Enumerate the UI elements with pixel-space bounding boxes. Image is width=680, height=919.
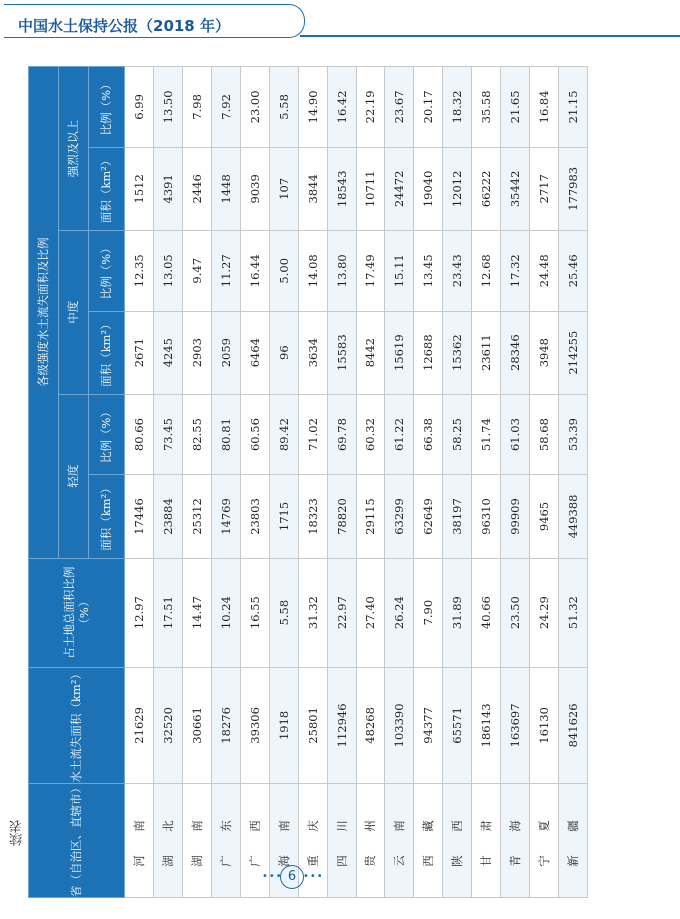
cell-erosion-area: 48268: [356, 667, 385, 783]
cell-light-ratio: 71.02: [298, 394, 327, 475]
cell-erosion-area: 32520: [153, 667, 182, 783]
cell-province: 四 川: [327, 784, 356, 898]
cell-light-area: 449388: [559, 475, 588, 558]
cell-province: 西 藏: [414, 784, 443, 898]
page-footer: [0, 862, 680, 892]
cell-moderate-area: 15583: [327, 311, 356, 394]
cell-land-ratio: 51.32: [559, 558, 588, 667]
cell-erosion-area: 18276: [211, 667, 240, 783]
cell-severe-area: 18543: [327, 147, 356, 230]
report-title: 中国水土保持公报（2018 年）: [18, 17, 230, 35]
cell-province: 湖 南: [182, 784, 211, 898]
cell-moderate-area: 15362: [443, 311, 472, 394]
cell-severe-area: 9039: [240, 147, 269, 230]
cell-light-ratio: 73.45: [153, 394, 182, 475]
cell-province: 新 疆: [559, 784, 588, 898]
cell-light-area: 62649: [414, 475, 443, 558]
cell-moderate-ratio: 13.45: [414, 230, 443, 311]
table-row: [472, 67, 501, 898]
cell-moderate-area: 15619: [385, 311, 414, 394]
table-row: [501, 67, 530, 898]
cell-severe-area: 1448: [211, 147, 240, 230]
cell-severe-ratio: 23.67: [385, 67, 414, 148]
cell-province: 甘 肃: [472, 784, 501, 898]
cell-light-ratio: 80.66: [125, 394, 154, 475]
header-severe-ratio: 比例（%）: [89, 67, 125, 148]
continued-label: 续表: [10, 820, 25, 846]
cell-light-area: 1715: [269, 475, 298, 558]
table-row: [240, 67, 269, 898]
cell-severe-ratio: 5.58: [269, 67, 298, 148]
cell-moderate-ratio: 15.11: [385, 230, 414, 311]
cell-land-ratio: 40.66: [472, 558, 501, 667]
cell-severe-area: 4391: [153, 147, 182, 230]
cell-land-ratio: 31.89: [443, 558, 472, 667]
cell-moderate-ratio: 24.48: [530, 230, 559, 311]
cell-light-area: 17446: [125, 475, 154, 558]
cell-severe-area: 3844: [298, 147, 327, 230]
cell-moderate-area: 3634: [298, 311, 327, 394]
cell-moderate-ratio: 13.05: [153, 230, 182, 311]
cell-light-area: 99909: [501, 475, 530, 558]
cell-light-ratio: 66.38: [414, 394, 443, 475]
cell-light-area: 63299: [385, 475, 414, 558]
header-moderate-area: 面积（km²）: [89, 311, 125, 394]
cell-land-ratio: 23.50: [501, 558, 530, 667]
cell-severe-ratio: 6.99: [125, 67, 154, 148]
table-body: [125, 67, 588, 898]
header-moderate-ratio: 比例（%）: [89, 230, 125, 311]
cell-erosion-area: 16130: [530, 667, 559, 783]
cell-moderate-area: 6464: [240, 311, 269, 394]
cell-severe-ratio: 22.19: [356, 67, 385, 148]
cell-moderate-area: 2671: [125, 311, 154, 394]
cell-moderate-area: 3948: [530, 311, 559, 394]
cell-light-ratio: 51.74: [472, 394, 501, 475]
cell-light-ratio: 69.78: [327, 394, 356, 475]
table-row: [182, 67, 211, 898]
cell-land-ratio: 5.58: [269, 558, 298, 667]
header-land-ratio: 占土地总面积比例（%）: [29, 558, 125, 667]
cell-moderate-area: 96: [269, 311, 298, 394]
cell-erosion-area: 65571: [443, 667, 472, 783]
table-row: [327, 67, 356, 898]
cell-land-ratio: 27.40: [356, 558, 385, 667]
cell-severe-ratio: 16.84: [530, 67, 559, 148]
cell-province: 云 南: [385, 784, 414, 898]
cell-light-ratio: 89.42: [269, 394, 298, 475]
cell-severe-ratio: 13.50: [153, 67, 182, 148]
header-severe: 强烈及以上: [59, 67, 89, 231]
header-light: 轻度: [59, 394, 89, 558]
header-rule: [300, 35, 680, 37]
cell-land-ratio: 16.55: [240, 558, 269, 667]
cell-moderate-ratio: 12.35: [125, 230, 154, 311]
cell-light-area: 14769: [211, 475, 240, 558]
cell-province: 重 庆: [298, 784, 327, 898]
cell-moderate-ratio: 11.27: [211, 230, 240, 311]
header-erosion-area: 水土流失面积（km²）: [29, 667, 125, 783]
cell-moderate-area: 28346: [501, 311, 530, 394]
cell-province: 河 南: [125, 784, 154, 898]
cell-erosion-area: 186143: [472, 667, 501, 783]
cell-land-ratio: 14.47: [182, 558, 211, 667]
cell-moderate-ratio: 14.08: [298, 230, 327, 311]
footer-dots-left: •••: [262, 871, 283, 882]
cell-light-area: 38197: [443, 475, 472, 558]
cell-severe-ratio: 21.65: [501, 67, 530, 148]
cell-moderate-area: 2059: [211, 311, 240, 394]
cell-moderate-area: 12688: [414, 311, 443, 394]
cell-light-ratio: 61.22: [385, 394, 414, 475]
cell-moderate-ratio: 25.46: [559, 230, 588, 311]
cell-moderate-ratio: 12.68: [472, 230, 501, 311]
header-light-area: 面积（km²）: [89, 475, 125, 558]
cell-province: 湖 北: [153, 784, 182, 898]
cell-province: 广 西: [240, 784, 269, 898]
footer-dots-right: •••: [303, 871, 324, 882]
cell-severe-area: 177983: [559, 147, 588, 230]
cell-moderate-area: 2903: [182, 311, 211, 394]
cell-severe-ratio: 14.90: [298, 67, 327, 148]
cell-severe-area: 19040: [414, 147, 443, 230]
cell-erosion-area: 25801: [298, 667, 327, 783]
table-row: [153, 67, 182, 898]
cell-light-ratio: 61.03: [501, 394, 530, 475]
table-row: [211, 67, 240, 898]
header-light-ratio: 比例（%）: [89, 394, 125, 475]
cell-land-ratio: 31.32: [298, 558, 327, 667]
cell-province: 贵 州: [356, 784, 385, 898]
cell-severe-area: 24472: [385, 147, 414, 230]
cell-erosion-area: 112946: [327, 667, 356, 783]
cell-light-ratio: 58.68: [530, 394, 559, 475]
cell-severe-area: 2446: [182, 147, 211, 230]
cell-severe-area: 35442: [501, 147, 530, 230]
cell-light-area: 78820: [327, 475, 356, 558]
soil-erosion-table: [28, 66, 588, 898]
cell-land-ratio: 24.29: [530, 558, 559, 667]
cell-land-ratio: 10.24: [211, 558, 240, 667]
cell-light-ratio: 80.81: [211, 394, 240, 475]
cell-light-ratio: 60.32: [356, 394, 385, 475]
table-row: [385, 67, 414, 898]
table-row: [443, 67, 472, 898]
cell-moderate-area: 4245: [153, 311, 182, 394]
cell-erosion-area: 841626: [559, 667, 588, 783]
header-severe-area: 面积（km²）: [89, 147, 125, 230]
cell-severe-ratio: 7.92: [211, 67, 240, 148]
table-row: [559, 67, 588, 898]
cell-light-area: 9465: [530, 475, 559, 558]
cell-erosion-area: 21629: [125, 667, 154, 783]
header-moderate: 中度: [59, 230, 89, 394]
table-row: [298, 67, 327, 898]
cell-light-ratio: 58.25: [443, 394, 472, 475]
cell-light-area: 23884: [153, 475, 182, 558]
cell-light-area: 25312: [182, 475, 211, 558]
cell-land-ratio: 17.51: [153, 558, 182, 667]
cell-severe-area: 66222: [472, 147, 501, 230]
header-intensity-group: 各级强度水土流失面积及比例: [29, 67, 59, 559]
cell-moderate-area: 8442: [356, 311, 385, 394]
cell-severe-ratio: 23.00: [240, 67, 269, 148]
cell-moderate-ratio: 5.00: [269, 230, 298, 311]
table-row: [530, 67, 559, 898]
cell-moderate-area: 214255: [559, 311, 588, 394]
page-header: [0, 0, 680, 40]
cell-land-ratio: 26.24: [385, 558, 414, 667]
rotated-table-container: [28, 66, 588, 898]
table-row: [269, 67, 298, 898]
table-row: [125, 67, 154, 898]
cell-severe-ratio: 16.42: [327, 67, 356, 148]
cell-light-ratio: 53.39: [559, 394, 588, 475]
cell-severe-area: 107: [269, 147, 298, 230]
cell-province: 海 南: [269, 784, 298, 898]
cell-erosion-area: 163697: [501, 667, 530, 783]
cell-moderate-ratio: 23.43: [443, 230, 472, 311]
cell-province: 陕 西: [443, 784, 472, 898]
header-title-box: [4, 4, 305, 38]
header-province: 省（自治区、直辖市）: [29, 784, 125, 898]
cell-severe-ratio: 35.58: [472, 67, 501, 148]
cell-light-area: 18323: [298, 475, 327, 558]
cell-erosion-area: 30661: [182, 667, 211, 783]
cell-severe-ratio: 21.15: [559, 67, 588, 148]
cell-light-ratio: 60.56: [240, 394, 269, 475]
cell-erosion-area: 94377: [414, 667, 443, 783]
table-row: [414, 67, 443, 898]
cell-erosion-area: 39306: [240, 667, 269, 783]
cell-moderate-ratio: 13.80: [327, 230, 356, 311]
cell-severe-area: 10711: [356, 147, 385, 230]
cell-land-ratio: 22.97: [327, 558, 356, 667]
table-row: [356, 67, 385, 898]
cell-severe-area: 2717: [530, 147, 559, 230]
cell-moderate-ratio: 17.32: [501, 230, 530, 311]
cell-erosion-area: 103390: [385, 667, 414, 783]
cell-light-ratio: 82.55: [182, 394, 211, 475]
page-number: 6: [280, 865, 304, 889]
cell-light-area: 23803: [240, 475, 269, 558]
cell-land-ratio: 12.97: [125, 558, 154, 667]
cell-severe-ratio: 18.32: [443, 67, 472, 148]
cell-moderate-ratio: 9.47: [182, 230, 211, 311]
cell-erosion-area: 1918: [269, 667, 298, 783]
cell-moderate-ratio: 17.49: [356, 230, 385, 311]
cell-land-ratio: 7.90: [414, 558, 443, 667]
cell-moderate-area: 23611: [472, 311, 501, 394]
cell-province: 青 海: [501, 784, 530, 898]
cell-light-area: 96310: [472, 475, 501, 558]
cell-province: 广 东: [211, 784, 240, 898]
cell-severe-area: 12012: [443, 147, 472, 230]
cell-severe-ratio: 20.17: [414, 67, 443, 148]
cell-province: 宁 夏: [530, 784, 559, 898]
cell-moderate-ratio: 16.44: [240, 230, 269, 311]
cell-severe-area: 1512: [125, 147, 154, 230]
cell-severe-ratio: 7.98: [182, 67, 211, 148]
cell-light-area: 29115: [356, 475, 385, 558]
